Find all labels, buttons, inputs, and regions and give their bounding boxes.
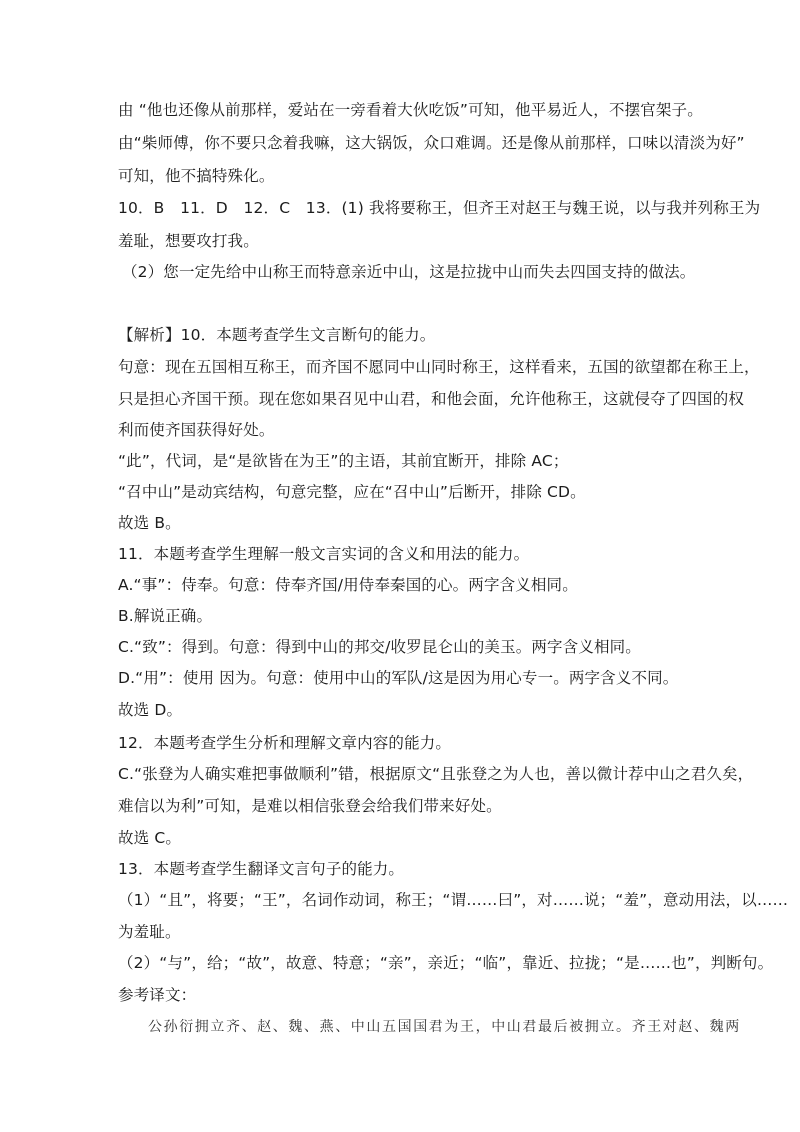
text-line: 由“柴师傅，你不要只念着我嘛，这大锅饭，众口难调。还是像从前那样，口味以清淡为好” — [118, 134, 745, 152]
text-line: 利而使齐国获得好处。 — [118, 421, 275, 439]
text-line: “此”，代词，是“是欲皆在为王”的主语，其前宜断开，排除 AC； — [118, 452, 569, 470]
text-line: C.“致”：得到。句意：得到中山的邦交/收罗昆仑山的美玉。两字含义相同。 — [118, 638, 641, 656]
text-line: 12．本题考查学生分析和理解文章内容的能力。 — [118, 734, 452, 752]
text-line: 可知，他不搞特殊化。 — [118, 167, 275, 185]
text-line: 11．本题考查学生理解一般文言实词的含义和用法的能力。 — [118, 545, 530, 563]
text-line: 故选 C。 — [118, 829, 181, 847]
text-line: D.“用”：使用 因为。句意：使用中山的军队/这是因为用心专一。两字含义不同。 — [118, 669, 679, 687]
text-line: A.“事”：侍奉。句意：侍奉齐国/用侍奉秦国的心。两字含义相同。 — [118, 576, 578, 594]
text-line: 句意：现在五国相互称王，而齐国不愿同中山同时称王，这样看来，五国的欲望都在称王上， — [118, 358, 760, 376]
text-line: 只是担心齐国干预。现在您如果召见中山君，和他会面，允许他称王，这就侵夺了四国的权 — [118, 390, 745, 408]
text-line: （1）“且”，将要；“王”，名词作动词，称王；“谓……曰”，对……说；“羞”，意动用法，以…… — [118, 891, 789, 909]
text-line: B.解说正确。 — [118, 607, 213, 625]
text-line: （2）您一定先给中山称王而特意亲近中山，这是拉拢中山而失去四国支持的做法。 — [122, 263, 696, 281]
text-line: （2）“与”，给；“故”，故意、特意；“亲”，亲近；“临”，靠近、拉拢；“是……也”，判断句。 — [118, 954, 774, 972]
text-line: 13．本题考查学生翻译文言句子的能力。 — [118, 860, 405, 878]
text-line: 为羞耻。 — [118, 923, 181, 941]
text-line: C.“张登为人确实难把事做顺利”错，根据原文“且张登之为人也，善以微计荐中山之君久矣， — [118, 765, 754, 783]
text-line: 难信以为利”可知，是难以相信张登会给我们带来好处。 — [118, 797, 502, 815]
reference-translation-text: 公孙衍拥立齐、赵、魏、燕、中山五国国君为王，中山君最后被拥立。齐王对赵、魏两 — [148, 1019, 741, 1035]
reference-translation-label: 参考译文： — [118, 986, 197, 1004]
text-line: “召中山”是动宾结构，句意完整，应在“召中山”后断开，排除 CD。 — [118, 483, 586, 501]
text-line: 由 “他也还像从前那样，爱站在一旁看着大伙吃饭”可知，他平易近人，不摆官架子。 — [118, 101, 703, 119]
text-line: 羞耻，想要攻打我。 — [118, 232, 259, 250]
text-line: 故选 B。 — [118, 514, 181, 532]
analysis-heading: 【解析】10．本题考查学生文言断句的能力。 — [118, 326, 436, 344]
text-line: 10．B 11．D 12．C 13．(1) 我将要称王，但齐王对赵王与魏王说，以与我并列称王为 — [118, 199, 761, 217]
text-line: 故选 D。 — [118, 701, 183, 719]
